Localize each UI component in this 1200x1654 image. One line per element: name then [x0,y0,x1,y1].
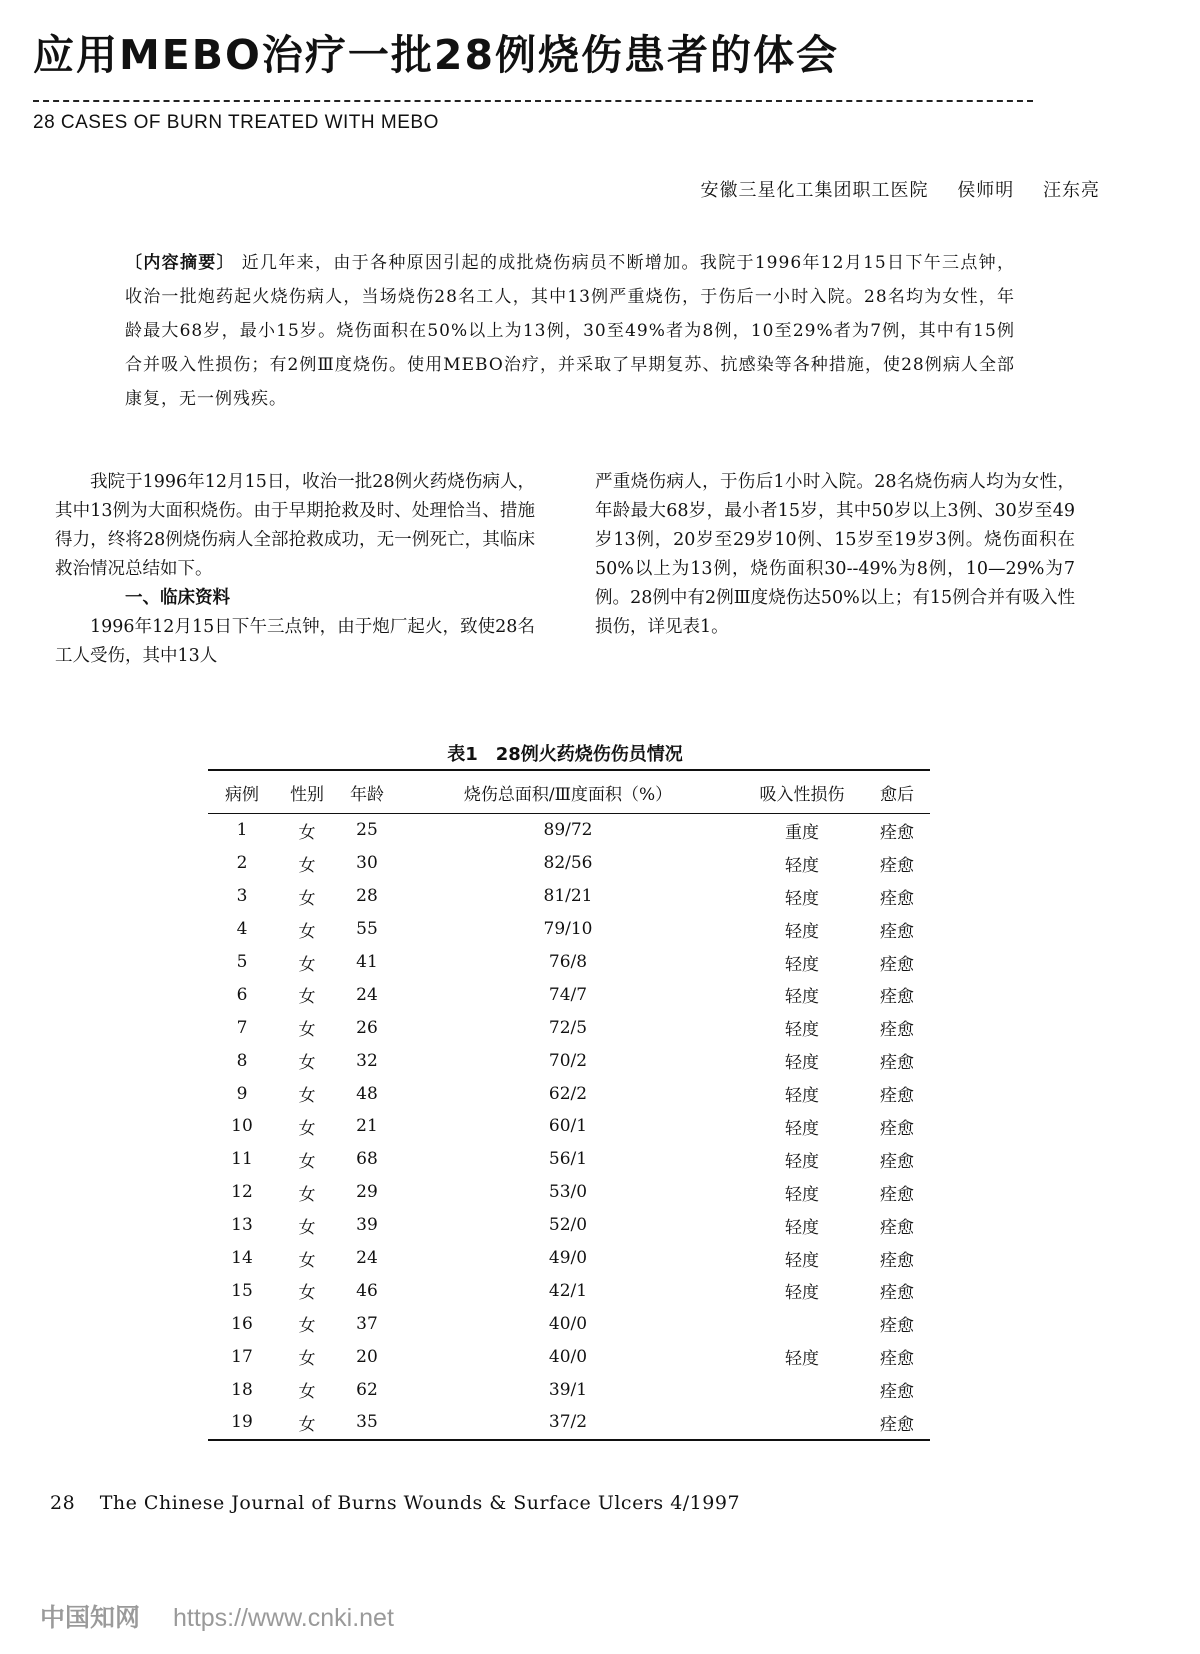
page-footer [50,1492,740,1514]
cell-inhalation-injury: 轻度 [785,1118,819,1139]
cell-sex: 女 [298,1217,316,1238]
cell-inhalation-injury: 轻度 [785,1184,819,1205]
cell-age: 20 [356,1346,378,1367]
cell-age: 39 [356,1215,378,1236]
cell-sex: 女 [298,1086,316,1107]
cell-burn-area: 52/0 [548,1215,588,1236]
column-header: 烧伤总面积/Ⅲ度面积（%） [396,770,740,814]
table-row [208,1274,930,1307]
column-header: 愈后 [864,770,930,814]
cell-burn-area: 53/0 [548,1182,588,1203]
cell-sex: 女 [298,1020,316,1041]
cell-inhalation-injury: 轻度 [785,1053,819,1074]
cell-inhalation-injury [740,1373,864,1406]
cell-case-number: 8 [236,1050,248,1071]
page-number: 28 [50,1492,76,1514]
table-row [208,1143,930,1176]
table-row [208,1209,930,1242]
cell-case-number: 2 [236,853,248,874]
cell-age: 55 [356,919,378,940]
cell-case-number: 4 [236,919,248,940]
cell-outcome: 痊愈 [880,1217,914,1238]
cell-burn-area: 81/21 [543,886,593,907]
cell-inhalation-injury: 轻度 [785,921,819,942]
cell-age: 68 [356,1149,378,1170]
table-row [208,1373,930,1406]
section-paragraph-continued: 严重烧伤病人，于伤后1小时入院。28名烧伤病人均为女性，年龄最大68岁，最小者15岁，其中50岁以上3例、30岁至49岁13例，20岁至29岁10例、15岁至19岁3例。烧伤面积在50%以上为13例，烧伤面积30--49%为8例，10—29%为7例。28例中有2例Ⅲ度烧伤达50%以上；有15例合并有吸入性损伤，详见表1。 [595,472,1075,637]
table-row [208,1011,930,1044]
table-row [208,1077,930,1110]
cell-burn-area: 49/0 [548,1248,588,1269]
cell-outcome: 痊愈 [880,987,914,1008]
table-row [208,1340,930,1373]
author-name: 侯师明 [957,180,1015,201]
cell-case-number: 15 [231,1280,253,1301]
cell-inhalation-injury: 轻度 [785,954,819,975]
section-paragraph: 1996年12月15日下午三点钟，由于炮厂起火，致使28名工人受伤，其中13人 [55,617,535,666]
column-header: 性别 [276,770,338,814]
cell-outcome: 痊愈 [880,1020,914,1041]
body-column-right [595,468,1075,642]
english-title: 28 CASES OF BURN TREATED WITH MEBO [33,112,439,133]
table-body [208,814,930,1440]
cell-age: 37 [356,1313,378,1334]
cell-inhalation-injury: 轻度 [785,1250,819,1271]
cell-burn-area: 37/2 [396,1406,740,1440]
cell-outcome: 痊愈 [880,1053,914,1074]
cell-age: 30 [356,853,378,874]
cell-outcome: 痊愈 [880,1118,914,1139]
cell-case-number: 12 [231,1182,253,1203]
column-header: 病例 [208,770,276,814]
cell-inhalation-injury: 轻度 [785,1217,819,1238]
cell-case-number: 16 [231,1313,253,1334]
cell-inhalation-injury: 轻度 [785,855,819,876]
cell-outcome: 痊愈 [880,1283,914,1304]
cell-outcome: 痊愈 [880,1250,914,1271]
cell-outcome: 痊愈 [880,1382,914,1403]
abstract [125,246,1015,416]
cell-outcome: 痊愈 [880,888,914,909]
table-row [208,1307,930,1340]
cell-sex: 女 [298,1184,316,1205]
cell-outcome: 痊愈 [880,822,914,843]
cell-sex: 女 [298,1283,316,1304]
cell-inhalation-injury: 轻度 [785,987,819,1008]
cell-age: 46 [356,1280,378,1301]
cell-case-number: 18 [231,1379,253,1400]
cell-sex: 女 [298,1118,316,1139]
cell-burn-area: 39/1 [548,1379,588,1400]
cell-sex: 女 [298,1151,316,1172]
cell-case-number: 14 [231,1248,253,1269]
cell-case-number: 3 [236,886,248,907]
patient-table [208,769,930,1441]
cell-burn-area: 82/56 [543,853,593,874]
cell-sex: 女 [298,1316,316,1337]
cell-inhalation-injury: 重度 [785,822,819,843]
cell-inhalation-injury: 轻度 [785,1283,819,1304]
cell-case-number: 9 [236,1083,248,1104]
cell-outcome: 痊愈 [880,1151,914,1172]
cell-outcome: 痊愈 [880,954,914,975]
table-row [208,880,930,913]
cell-inhalation-injury: 轻度 [785,1349,819,1370]
cell-inhalation-injury: 轻度 [785,888,819,909]
cell-sex: 女 [298,1349,316,1370]
watermark-url: https://www.cnki.net [172,1604,394,1632]
intro-paragraph: 我院于1996年12月15日，收治一批28例火药烧伤病人，其中13例为大面积烧伤。由于早期抢救及时、处理恰当、措施得力，终将28例烧伤病人全部抢救成功，无一例死亡，其临床救治情况总结如下。 [55,472,535,579]
cell-sex: 女 [298,1250,316,1271]
watermark-brand: 中国知网 [40,1604,141,1632]
cell-sex: 女 [298,987,316,1008]
table-row [208,1044,930,1077]
cell-sex: 女 [298,855,316,876]
body-column-left [55,468,535,671]
cell-inhalation-injury: 轻度 [785,1020,819,1041]
cell-age: 24 [356,1248,378,1269]
cell-sex: 女 [298,888,316,909]
table-row [208,1176,930,1209]
author-name: 汪东亮 [1043,180,1100,201]
abstract-label: 〔内容摘要〕 [125,253,235,273]
title-divider [33,100,1033,102]
cell-inhalation-injury [740,1307,864,1340]
cell-age: 62 [356,1379,378,1400]
article-title: 应用MEBO治疗一批28例烧伤患者的体会 [33,31,839,79]
cell-sex: 女 [298,1053,316,1074]
cell-outcome: 痊愈 [880,1086,914,1107]
cell-outcome: 痊愈 [880,1316,914,1337]
cell-outcome: 痊愈 [880,1349,914,1370]
cell-burn-area: 76/8 [548,952,588,972]
table-header-row [208,770,930,814]
cell-inhalation-injury: 轻度 [785,1086,819,1107]
cell-inhalation-injury: 轻度 [785,1151,819,1172]
table-row [208,847,930,880]
cell-age: 32 [356,1050,378,1071]
table-row [208,946,930,979]
table-row [208,1110,930,1143]
cell-age: 29 [356,1182,378,1203]
cell-sex: 女 [298,822,316,843]
abstract-text: 近几年来，由于各种原因引起的成批烧伤病员不断增加。我院于1996年12月15日下午三点钟，收治一批炮药起火烧伤病人，当场烧伤28名工人，其中13例严重烧伤，于伤后一小时入院。28名均为女性，年龄最大68岁，最小15岁。烧伤面积在50%以上为13例，30至49%者为8例，10至29%者为7例，其中有15例合并吸入性损伤；有2例Ⅲ度烧伤。使用MEBO治疗，并采取了早期复苏、抗感染等各种措施，使28例病人全部康复，无一例残疾。 [125,253,1015,409]
cnki-watermark [40,1598,394,1634]
affiliation: 安徽三星化工集团职工医院 [700,180,929,201]
section-heading: 一、临床资料 [125,588,230,608]
cell-age: 21 [356,1116,378,1137]
cell-sex: 女 [298,921,316,942]
cell-outcome: 痊愈 [880,855,914,876]
cell-sex: 女 [298,1382,316,1403]
cell-burn-area: 79/10 [543,919,593,940]
cell-burn-area: 60/1 [548,1116,588,1137]
table-row [208,913,930,946]
cell-sex: 女 [298,954,316,975]
column-header: 吸入性损伤 [740,770,864,814]
cell-outcome: 痊愈 [864,1406,930,1440]
table-row [208,1242,930,1275]
cell-sex: 女 [276,1406,338,1440]
journal-name: The Chinese Journal of Burns Wounds & Surface Ulcers 4/1997 [99,1492,741,1514]
cell-case-number: 17 [231,1346,253,1367]
cell-case-number: 10 [231,1116,253,1137]
cell-burn-area: 62/2 [548,1083,588,1104]
cell-case-number: 11 [231,1149,253,1170]
author-line [679,176,1100,202]
cell-burn-area: 56/1 [548,1149,588,1170]
cell-outcome: 痊愈 [880,1184,914,1205]
table-row [208,978,930,1011]
cell-age: 26 [356,1017,378,1038]
cell-age: 48 [356,1083,378,1104]
cell-case-number: 19 [208,1406,276,1440]
cell-burn-area: 74/7 [548,984,588,1005]
cell-case-number: 5 [236,952,248,972]
cell-burn-area: 70/2 [548,1050,588,1071]
cell-age: 28 [356,886,378,907]
table-row [208,814,930,847]
cell-outcome: 痊愈 [880,921,914,942]
cell-burn-area: 40/0 [548,1346,588,1367]
cell-age: 24 [356,984,378,1005]
cell-burn-area: 42/1 [548,1280,588,1301]
cell-burn-area: 89/72 [543,820,593,841]
table-row [208,1406,930,1440]
cell-inhalation-injury [740,1406,864,1440]
cell-case-number: 7 [236,1017,248,1038]
cell-burn-area: 72/5 [548,1017,588,1038]
cell-age: 35 [338,1406,396,1440]
cell-case-number: 1 [236,820,248,841]
cell-age: 41 [356,952,378,972]
cell-case-number: 13 [231,1215,253,1236]
table-caption: 表1 28例火药烧伤伤员情况 [447,744,683,765]
cell-age: 25 [356,820,378,841]
column-header: 年龄 [338,770,396,814]
cell-burn-area: 40/0 [548,1313,588,1334]
cell-case-number: 6 [236,984,248,1005]
